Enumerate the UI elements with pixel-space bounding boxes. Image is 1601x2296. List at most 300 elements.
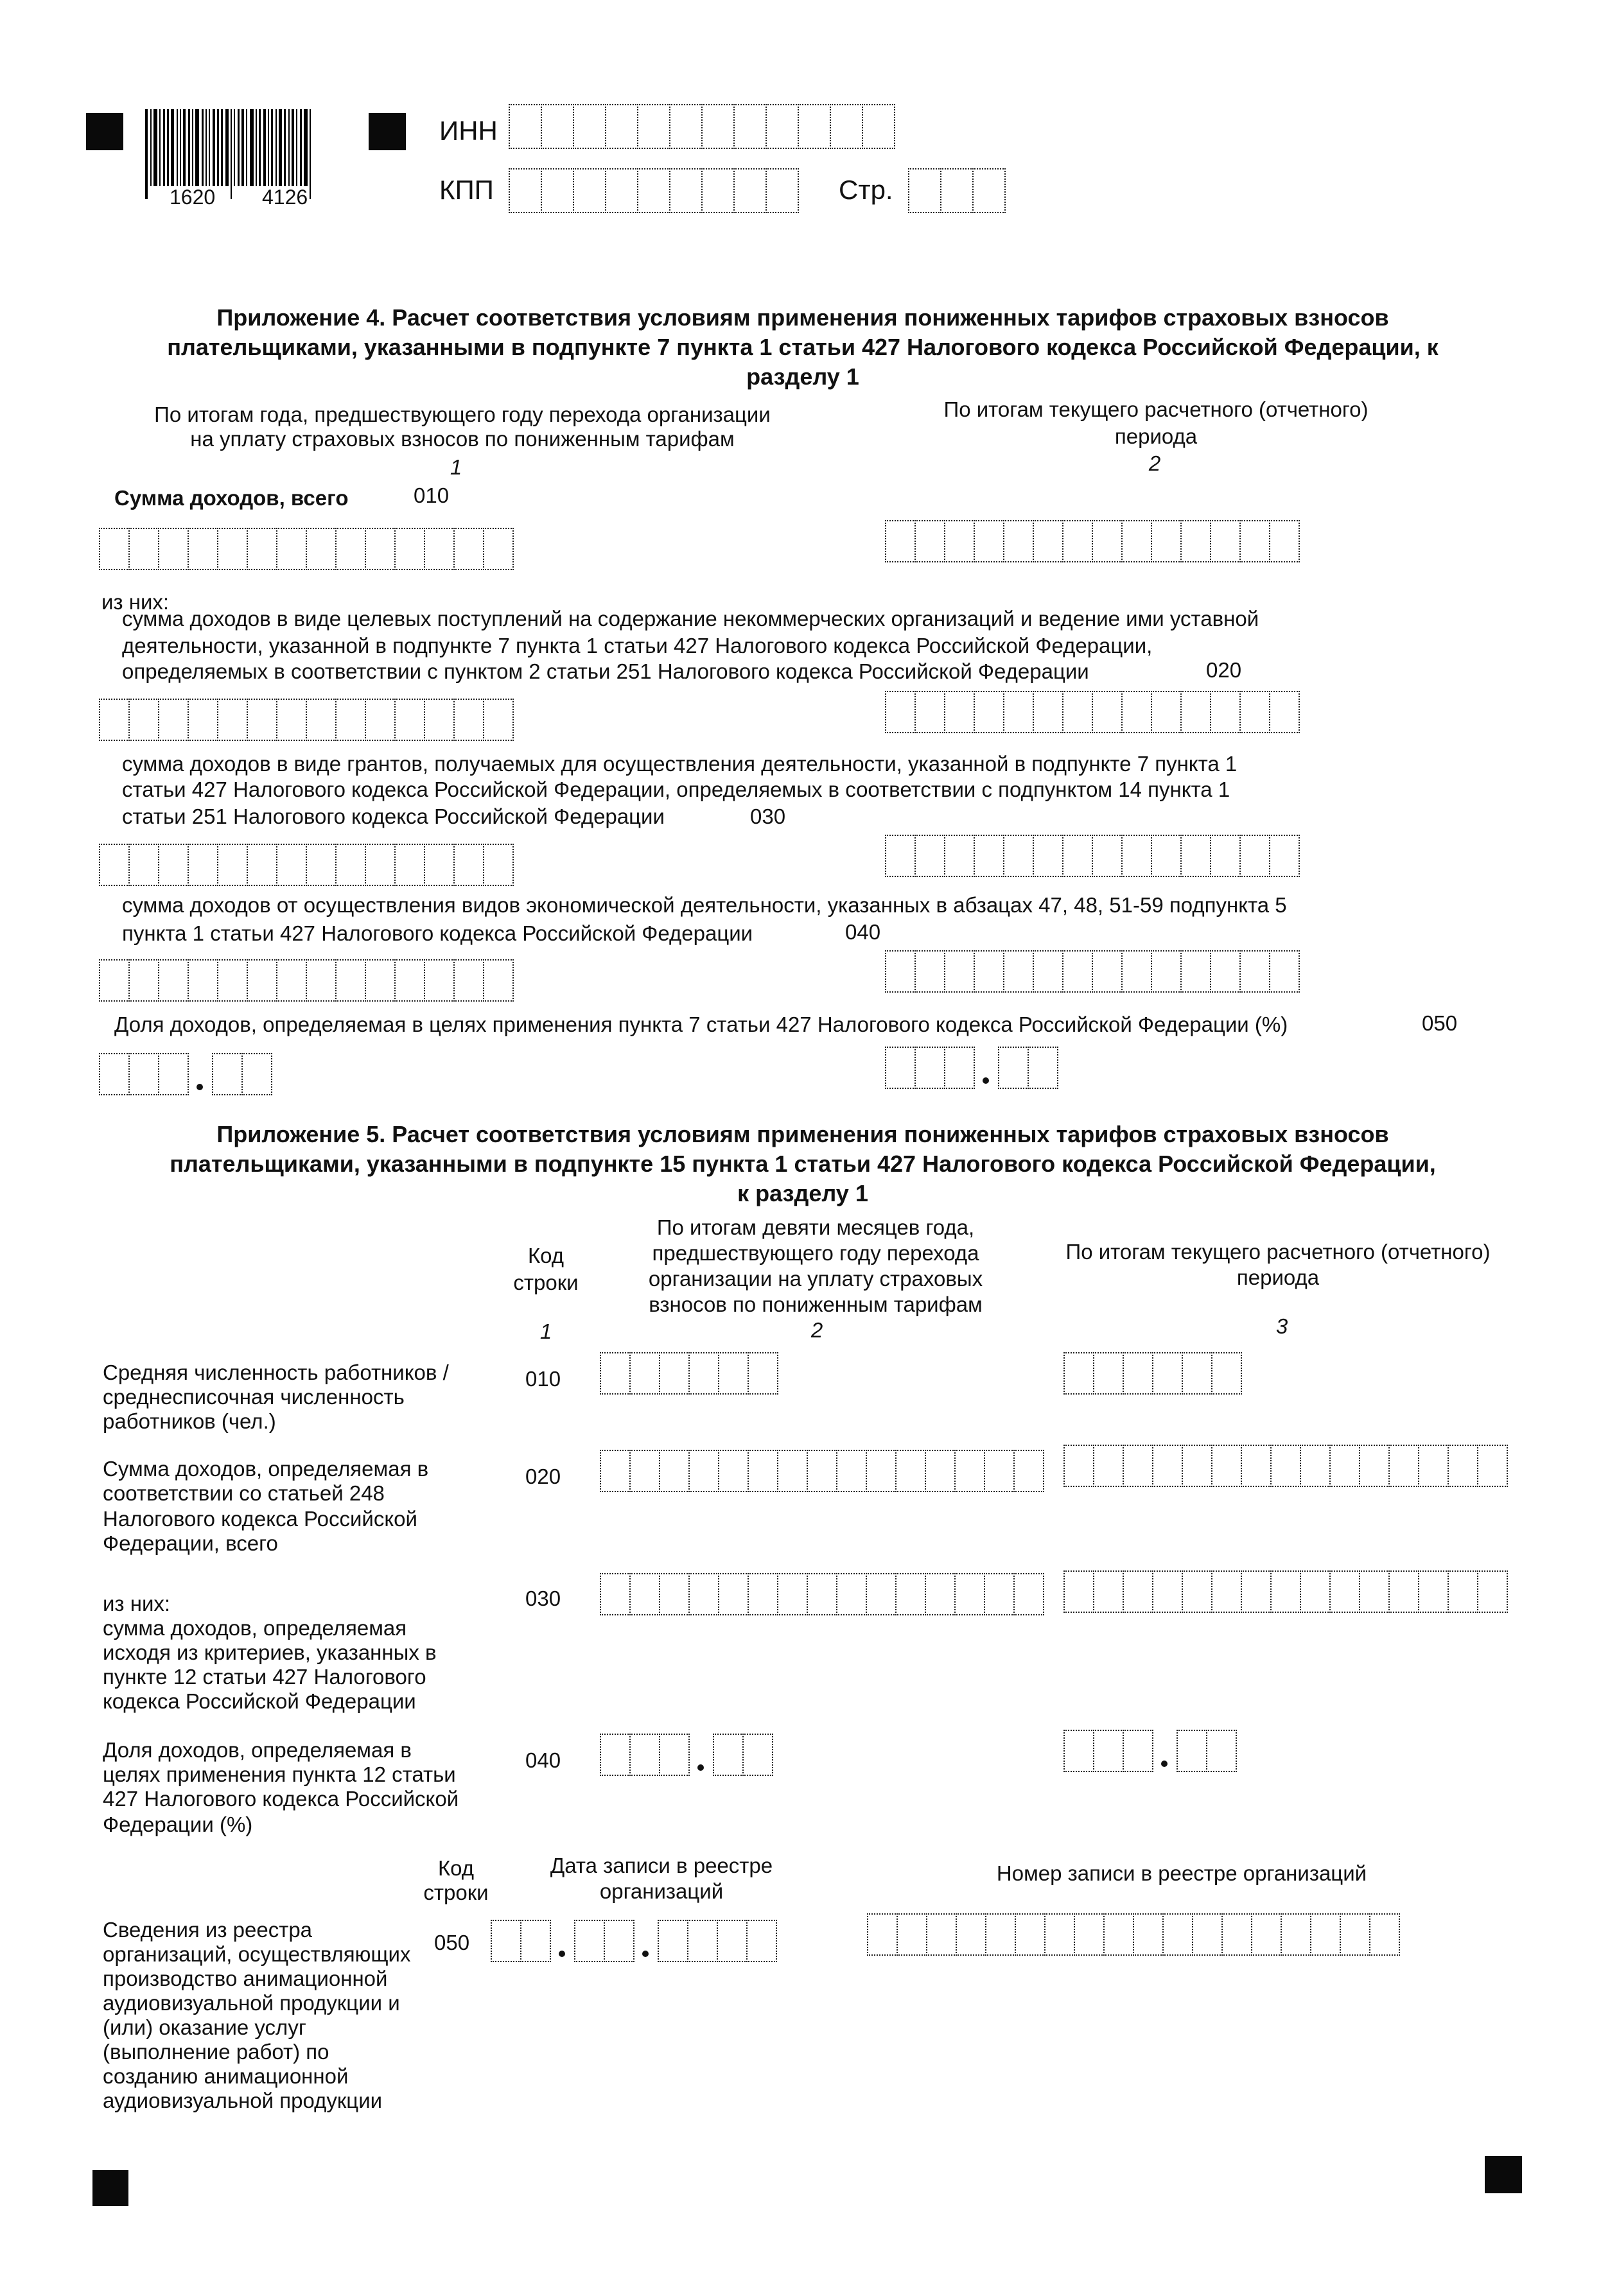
entry-cell[interactable] — [733, 168, 767, 213]
a4-row040-col1-field[interactable] — [99, 959, 512, 1002]
entry-cell[interactable] — [1239, 950, 1270, 993]
entry-cell[interactable] — [701, 168, 735, 213]
entry-cell[interactable] — [659, 1573, 690, 1615]
a5-reg-date-header-line2: организаций — [599, 1879, 724, 1903]
entry-cell[interactable] — [885, 950, 916, 993]
entry-cell[interactable] — [365, 528, 396, 570]
decimal-separator-dot — [197, 1084, 203, 1090]
entry-cell[interactable] — [1388, 1570, 1419, 1613]
entry-cell[interactable] — [1003, 835, 1034, 877]
entry-cell[interactable] — [335, 528, 366, 570]
entry-cell[interactable] — [99, 528, 130, 570]
entry-cell[interactable] — [954, 1450, 985, 1492]
entry-cell[interactable] — [914, 950, 945, 993]
entry-cell[interactable] — [908, 168, 941, 213]
a4-row040-col2-field[interactable] — [885, 950, 1299, 993]
entry-cell[interactable] — [866, 1573, 897, 1615]
entry-cell[interactable] — [885, 1047, 916, 1089]
entry-cell[interactable] — [629, 1450, 660, 1492]
entry-cell[interactable] — [926, 1913, 957, 1956]
entry-cell[interactable] — [1340, 1913, 1370, 1956]
entry-cell[interactable] — [306, 528, 337, 570]
a5-row050-line4: аудиовизуальной продукции и — [103, 1991, 400, 2015]
a4-row020-col2-field[interactable] — [885, 691, 1299, 733]
entry-cell[interactable] — [974, 835, 1004, 877]
a5-row030-col3-field[interactable] — [1063, 1570, 1507, 1613]
entry-cell[interactable] — [897, 1913, 927, 1956]
entry-cell[interactable] — [1239, 520, 1270, 562]
entry-cell[interactable] — [1359, 1445, 1390, 1487]
entry-cell[interactable] — [158, 959, 189, 1002]
barcode-bar — [300, 109, 302, 186]
entry-cell[interactable] — [944, 950, 975, 993]
entry-cell[interactable] — [600, 1734, 631, 1776]
a5-row010-line3: работников (чел.) — [103, 1409, 276, 1433]
entry-cell[interactable] — [453, 844, 484, 886]
entry-cell[interactable] — [491, 1920, 521, 1962]
entry-cell[interactable] — [1062, 950, 1093, 993]
entry-cell[interactable] — [574, 1920, 605, 1962]
entry-cell[interactable] — [1269, 691, 1300, 733]
entry-cell[interactable] — [1329, 1445, 1360, 1487]
entry-cell[interactable] — [1103, 1913, 1134, 1956]
entry-cell[interactable] — [509, 168, 542, 213]
entry-cell[interactable] — [600, 1573, 631, 1615]
entry-cell[interactable] — [944, 520, 975, 562]
entry-cell[interactable] — [335, 699, 366, 741]
entry-cell[interactable] — [1180, 520, 1211, 562]
entry-cell[interactable] — [188, 699, 218, 741]
entry-cell[interactable] — [659, 1734, 690, 1776]
entry-cell[interactable] — [1300, 1445, 1331, 1487]
entry-cell[interactable] — [1210, 520, 1241, 562]
entry-cell[interactable] — [1121, 691, 1152, 733]
entry-cell[interactable] — [600, 1352, 631, 1395]
entry-cell[interactable] — [1093, 1352, 1124, 1395]
entry-cell[interactable] — [306, 844, 337, 886]
entry-cell[interactable] — [1477, 1445, 1508, 1487]
entry-cell[interactable] — [541, 168, 574, 213]
entry-cell[interactable] — [688, 1352, 719, 1395]
entry-cell[interactable] — [217, 699, 248, 741]
entry-cell[interactable] — [1152, 1352, 1183, 1395]
barcode-bar — [202, 109, 204, 186]
entry-cell[interactable] — [1329, 1570, 1360, 1613]
entry-cell[interactable] — [1123, 1570, 1153, 1613]
entry-cell[interactable] — [424, 699, 455, 741]
entry-cell[interactable] — [807, 1573, 837, 1615]
entry-cell[interactable] — [1369, 1913, 1400, 1956]
entry-cell[interactable] — [914, 1047, 945, 1089]
barcode-number-right: 4126 — [262, 186, 308, 209]
entry-cell[interactable] — [1210, 950, 1241, 993]
entry-cell[interactable] — [1093, 1570, 1124, 1613]
entry-cell[interactable] — [798, 104, 831, 149]
entry-cell[interactable] — [1121, 835, 1152, 877]
inn-field[interactable] — [509, 104, 894, 149]
entry-cell[interactable] — [188, 844, 218, 886]
entry-cell[interactable] — [1300, 1570, 1331, 1613]
a5-row040-col2-field[interactable] — [600, 1734, 772, 1776]
a4-row010-col2-field[interactable] — [885, 520, 1299, 562]
barcode-bar — [284, 109, 286, 186]
entry-cell[interactable] — [748, 1573, 778, 1615]
entry-cell[interactable] — [1013, 1573, 1044, 1615]
entry-cell[interactable] — [944, 1047, 975, 1089]
a4-col1-header-line1: По итогам года, предшествующего году перехода организации — [154, 403, 771, 426]
entry-cell[interactable] — [509, 104, 542, 149]
entry-cell[interactable] — [128, 699, 159, 741]
entry-cell[interactable] — [867, 1913, 898, 1956]
entry-cell[interactable] — [629, 1573, 660, 1615]
entry-cell[interactable] — [1180, 691, 1211, 733]
entry-cell[interactable] — [1241, 1570, 1272, 1613]
entry-cell[interactable] — [1418, 1570, 1449, 1613]
entry-cell[interactable] — [1239, 691, 1270, 733]
entry-cell[interactable] — [836, 1450, 867, 1492]
entry-cell[interactable] — [1477, 1570, 1508, 1613]
entry-cell[interactable] — [1015, 1913, 1045, 1956]
entry-cell[interactable] — [1180, 835, 1211, 877]
entry-cell[interactable] — [733, 104, 767, 149]
entry-cell[interactable] — [956, 1913, 986, 1956]
barcode-bar — [195, 109, 199, 186]
entry-cell[interactable] — [394, 844, 425, 886]
entry-cell[interactable] — [862, 104, 895, 149]
entry-cell[interactable] — [335, 959, 366, 1002]
entry-cell[interactable] — [1003, 950, 1034, 993]
entry-cell[interactable] — [306, 699, 337, 741]
entry-cell[interactable] — [1092, 691, 1123, 733]
entry-cell[interactable] — [885, 520, 916, 562]
entry-cell[interactable] — [128, 844, 159, 886]
entry-cell[interactable] — [687, 1920, 718, 1962]
entry-cell[interactable] — [895, 1573, 926, 1615]
entry-cell[interactable] — [925, 1450, 956, 1492]
entry-cell[interactable] — [453, 528, 484, 570]
entry-cell[interactable] — [954, 1573, 985, 1615]
entry-cell[interactable] — [748, 1450, 778, 1492]
entry-cell[interactable] — [1221, 1913, 1252, 1956]
entry-cell[interactable] — [394, 528, 425, 570]
entry-cell[interactable] — [972, 168, 1006, 213]
entry-cell[interactable] — [158, 1053, 189, 1095]
entry-cell[interactable] — [128, 528, 159, 570]
entry-cell[interactable] — [1121, 520, 1152, 562]
entry-cell[interactable] — [925, 1573, 956, 1615]
entry-cell[interactable] — [669, 104, 703, 149]
entry-cell[interactable] — [742, 1734, 773, 1776]
entry-cell[interactable] — [974, 691, 1004, 733]
entry-cell[interactable] — [658, 1920, 688, 1962]
entry-cell[interactable] — [940, 168, 974, 213]
entry-cell[interactable] — [885, 691, 916, 733]
entry-cell[interactable] — [1418, 1445, 1449, 1487]
a4-col1-number: 1 — [450, 455, 462, 479]
entry-cell[interactable] — [1192, 1913, 1223, 1956]
entry-cell[interactable] — [365, 699, 396, 741]
entry-cell[interactable] — [217, 844, 248, 886]
entry-cell[interactable] — [1241, 1445, 1272, 1487]
a4-row010-col1-field[interactable] — [99, 528, 512, 570]
entry-cell[interactable] — [1448, 1445, 1478, 1487]
entry-cell[interactable] — [217, 528, 248, 570]
entry-cell[interactable] — [1359, 1570, 1390, 1613]
entry-cell[interactable] — [365, 959, 396, 1002]
entry-cell[interactable] — [1074, 1913, 1105, 1956]
a5-row040-col3-field[interactable] — [1063, 1730, 1236, 1772]
entry-cell[interactable] — [128, 1053, 159, 1095]
barcode-bar — [209, 109, 210, 186]
entry-cell[interactable] — [1206, 1730, 1237, 1772]
entry-cell[interactable] — [659, 1352, 690, 1395]
barcode-bar — [234, 109, 235, 186]
entry-cell[interactable] — [1162, 1913, 1193, 1956]
entry-cell[interactable] — [984, 1450, 1015, 1492]
a5-row010-col3-field[interactable] — [1063, 1352, 1241, 1395]
barcode-bar — [221, 109, 223, 186]
entry-cell[interactable] — [1269, 520, 1300, 562]
entry-cell[interactable] — [718, 1352, 749, 1395]
entry-cell[interactable] — [777, 1573, 808, 1615]
entry-cell[interactable] — [914, 520, 945, 562]
page-number-field[interactable] — [908, 168, 1004, 213]
entry-cell[interactable] — [605, 168, 638, 213]
entry-cell[interactable] — [659, 1450, 690, 1492]
a5-row010-col2-field[interactable] — [600, 1352, 777, 1395]
entry-cell[interactable] — [1003, 520, 1034, 562]
a4-row030-col2-field[interactable] — [885, 835, 1299, 877]
entry-cell[interactable] — [1448, 1570, 1478, 1613]
entry-cell[interactable] — [1028, 1047, 1058, 1089]
entry-cell[interactable] — [807, 1450, 837, 1492]
entry-cell[interactable] — [1092, 835, 1123, 877]
entry-cell[interactable] — [424, 959, 455, 1002]
entry-cell[interactable] — [1177, 1730, 1207, 1772]
entry-cell[interactable] — [1239, 835, 1270, 877]
entry-cell[interactable] — [866, 1450, 897, 1492]
a4-col2-header-line1: По итогам текущего расчетного (отчетного) — [943, 397, 1369, 421]
entry-cell[interactable] — [394, 959, 425, 1002]
entry-cell[interactable] — [669, 168, 703, 213]
entry-cell[interactable] — [483, 528, 514, 570]
entry-cell[interactable] — [895, 1450, 926, 1492]
entry-cell[interactable] — [1180, 950, 1211, 993]
entry-cell[interactable] — [453, 959, 484, 1002]
entry-cell[interactable] — [836, 1573, 867, 1615]
entry-cell[interactable] — [1152, 1570, 1183, 1613]
entry-cell[interactable] — [1151, 691, 1182, 733]
entry-cell[interactable] — [1062, 835, 1093, 877]
entry-cell[interactable] — [276, 699, 307, 741]
a5-row050-number-field[interactable] — [867, 1913, 1399, 1956]
entry-cell[interactable] — [777, 1450, 808, 1492]
page-label: Стр. — [839, 175, 893, 205]
a4-row020-col1-field[interactable] — [99, 699, 512, 741]
entry-cell[interactable] — [1388, 1445, 1419, 1487]
entry-cell[interactable] — [1182, 1352, 1212, 1395]
entry-cell[interactable] — [1151, 835, 1182, 877]
entry-cell[interactable] — [424, 844, 455, 886]
a5-code-header-line1: Код — [527, 1244, 564, 1267]
entry-cell[interactable] — [1152, 1445, 1183, 1487]
entry-cell[interactable] — [1281, 1913, 1311, 1956]
a5-row030-col2-field[interactable] — [600, 1573, 1043, 1615]
entry-cell[interactable] — [1123, 1445, 1153, 1487]
decimal-separator-dot — [559, 1951, 565, 1957]
entry-cell[interactable] — [718, 1573, 749, 1615]
entry-cell[interactable] — [1062, 520, 1093, 562]
a4-row050-col2-field[interactable] — [885, 1047, 1057, 1089]
a5-row020-col3-field[interactable] — [1063, 1445, 1507, 1487]
entry-cell[interactable] — [212, 1053, 243, 1095]
a5-row020-col2-field[interactable] — [600, 1450, 1043, 1492]
entry-cell[interactable] — [99, 1053, 130, 1095]
entry-cell[interactable] — [247, 959, 277, 1002]
entry-cell[interactable] — [1270, 1570, 1301, 1613]
entry-cell[interactable] — [974, 950, 1004, 993]
entry-cell[interactable] — [188, 528, 218, 570]
entry-cell[interactable] — [717, 1920, 748, 1962]
entry-cell[interactable] — [605, 104, 638, 149]
entry-cell[interactable] — [914, 691, 945, 733]
entry-cell[interactable] — [217, 959, 248, 1002]
entry-cell[interactable] — [600, 1450, 631, 1492]
entry-cell[interactable] — [1310, 1913, 1341, 1956]
entry-cell[interactable] — [688, 1450, 719, 1492]
a4-row030-col1-field[interactable] — [99, 844, 512, 886]
entry-cell[interactable] — [1063, 1570, 1094, 1613]
entry-cell[interactable] — [984, 1573, 1015, 1615]
a5-row040-line1: Доля доходов, определяемая в — [103, 1738, 412, 1762]
entry-cell[interactable] — [365, 844, 396, 886]
entry-cell[interactable] — [394, 699, 425, 741]
entry-cell[interactable] — [1270, 1445, 1301, 1487]
a4-row050-col1-field[interactable] — [99, 1053, 271, 1095]
entry-cell[interactable] — [276, 528, 307, 570]
entry-cell[interactable] — [1121, 950, 1152, 993]
entry-cell[interactable] — [483, 699, 514, 741]
entry-cell[interactable] — [241, 1053, 272, 1095]
entry-cell[interactable] — [99, 699, 130, 741]
entry-cell[interactable] — [1003, 691, 1034, 733]
entry-cell[interactable] — [1033, 520, 1063, 562]
barcode-bar — [288, 109, 290, 186]
entry-cell[interactable] — [1093, 1445, 1124, 1487]
entry-cell[interactable] — [830, 104, 863, 149]
entry-cell[interactable] — [483, 959, 514, 1002]
entry-cell[interactable] — [985, 1913, 1016, 1956]
entry-cell[interactable] — [483, 844, 514, 886]
entry-cell[interactable] — [247, 699, 277, 741]
entry-cell[interactable] — [424, 528, 455, 570]
entry-cell[interactable] — [158, 699, 189, 741]
entry-cell[interactable] — [701, 104, 735, 149]
entry-cell[interactable] — [746, 1920, 777, 1962]
entry-cell[interactable] — [573, 104, 606, 149]
entry-cell[interactable] — [766, 104, 799, 149]
entry-cell[interactable] — [276, 844, 307, 886]
entry-cell[interactable] — [1063, 1352, 1094, 1395]
entry-cell[interactable] — [1251, 1913, 1282, 1956]
entry-cell[interactable] — [453, 699, 484, 741]
entry-cell[interactable] — [688, 1573, 719, 1615]
entry-cell[interactable] — [1269, 950, 1300, 993]
entry-cell[interactable] — [1092, 520, 1123, 562]
entry-cell[interactable] — [188, 959, 218, 1002]
entry-cell[interactable] — [1013, 1450, 1044, 1492]
entry-cell[interactable] — [1182, 1445, 1212, 1487]
entry-cell[interactable] — [99, 844, 130, 886]
entry-cell[interactable] — [974, 520, 1004, 562]
entry-cell[interactable] — [1123, 1730, 1153, 1772]
entry-cell[interactable] — [1044, 1913, 1075, 1956]
entry-cell[interactable] — [998, 1047, 1029, 1089]
barcode-bar — [159, 109, 161, 186]
entry-cell[interactable] — [914, 835, 945, 877]
entry-cell[interactable] — [1210, 835, 1241, 877]
entry-cell[interactable] — [713, 1734, 744, 1776]
entry-cell[interactable] — [1211, 1445, 1242, 1487]
entry-cell[interactable] — [1033, 835, 1063, 877]
entry-cell[interactable] — [573, 168, 606, 213]
entry-cell[interactable] — [158, 844, 189, 886]
entry-cell[interactable] — [944, 691, 975, 733]
entry-cell[interactable] — [335, 844, 366, 886]
entry-cell[interactable] — [247, 528, 277, 570]
entry-cell[interactable] — [1210, 691, 1241, 733]
entry-cell[interactable] — [1211, 1570, 1242, 1613]
entry-cell[interactable] — [1063, 1730, 1094, 1772]
a4-row020-line1: сумма доходов в виде целевых поступлений на содержание некоммерческих организаций и ведение ими уставной — [122, 607, 1259, 631]
entry-cell[interactable] — [1092, 950, 1123, 993]
entry-cell[interactable] — [604, 1920, 634, 1962]
entry-cell[interactable] — [276, 959, 307, 1002]
entry-cell[interactable] — [158, 528, 189, 570]
entry-cell[interactable] — [637, 104, 670, 149]
entry-cell[interactable] — [247, 844, 277, 886]
entry-cell[interactable] — [629, 1734, 660, 1776]
entry-cell[interactable] — [99, 959, 130, 1002]
entry-cell[interactable] — [1033, 691, 1063, 733]
entry-cell[interactable] — [1211, 1352, 1242, 1395]
entry-cell[interactable] — [718, 1450, 749, 1492]
entry-cell[interactable] — [1093, 1730, 1124, 1772]
entry-cell[interactable] — [306, 959, 337, 1002]
entry-cell[interactable] — [1133, 1913, 1164, 1956]
entry-cell[interactable] — [748, 1352, 778, 1395]
entry-cell[interactable] — [1033, 950, 1063, 993]
entry-cell[interactable] — [1063, 1445, 1094, 1487]
barcode-bar — [256, 109, 257, 186]
entry-cell[interactable] — [128, 959, 159, 1002]
entry-cell[interactable] — [1269, 835, 1300, 877]
entry-cell[interactable] — [885, 835, 916, 877]
entry-cell[interactable] — [520, 1920, 551, 1962]
entry-cell[interactable] — [1123, 1352, 1153, 1395]
entry-cell[interactable] — [1062, 691, 1093, 733]
entry-cell[interactable] — [1151, 950, 1182, 993]
a5-row050-date-field[interactable] — [491, 1920, 776, 1962]
entry-cell[interactable] — [944, 835, 975, 877]
entry-cell[interactable] — [1151, 520, 1182, 562]
entry-cell[interactable] — [541, 104, 574, 149]
entry-cell[interactable] — [1182, 1570, 1212, 1613]
entry-cell[interactable] — [637, 168, 670, 213]
kpp-field[interactable] — [509, 168, 798, 213]
entry-cell[interactable] — [629, 1352, 660, 1395]
entry-cell[interactable] — [766, 168, 799, 213]
